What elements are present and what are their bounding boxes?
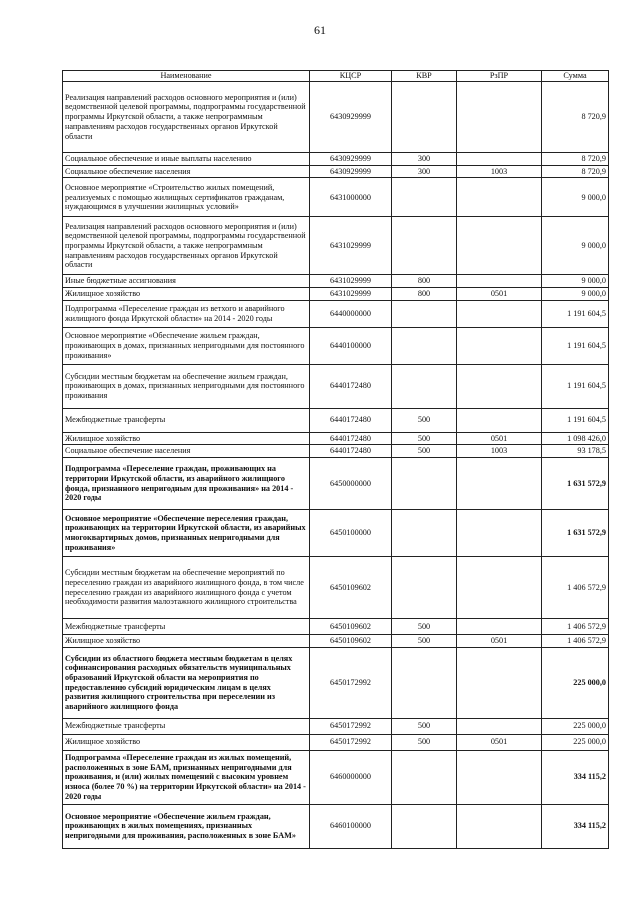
row-kvr-cell [392, 82, 457, 153]
header-kcsr: КЦСР [310, 71, 392, 82]
row-rzpr-cell [457, 750, 542, 804]
row-sum-cell: 8 720,9 [542, 82, 609, 153]
row-sum-cell: 1 191 604,5 [542, 408, 609, 432]
row-kcsr-cell: 6431029999 [310, 217, 392, 275]
row-sum-cell: 1 406 572,9 [542, 557, 609, 619]
table-row [63, 718, 609, 734]
row-name-cell: Социальное обеспечение и иные выплаты населению [63, 153, 310, 166]
row-kvr-cell [392, 750, 457, 804]
page-number: 61 [314, 23, 326, 37]
table-row [63, 734, 609, 750]
table-row [63, 408, 609, 432]
row-kcsr-cell: 6431029999 [310, 275, 392, 288]
table-row [63, 647, 609, 718]
row-name-cell: Иные бюджетные ассигнования [63, 275, 310, 288]
row-sum-cell: 9 000,0 [542, 178, 609, 217]
row-rzpr-cell [457, 217, 542, 275]
row-rzpr-cell: 1003 [457, 165, 542, 178]
row-name-cell: Жилищное хозяйство [63, 432, 310, 445]
table-row [63, 750, 609, 804]
table-row [63, 178, 609, 217]
row-name-cell: Подпрограмма «Переселение граждан, проживающих на территории Иркутской области, из аварийного жилищного фонда, признанного непригодным для проживания» на 2014 - 2020 годы [63, 458, 310, 510]
row-rzpr-cell: 1003 [457, 445, 542, 458]
row-rzpr-cell [457, 408, 542, 432]
row-sum-cell: 225 000,0 [542, 647, 609, 718]
table-row [63, 557, 609, 619]
budget-table [62, 70, 609, 849]
table-row [63, 288, 609, 301]
table-row [63, 153, 609, 166]
row-kvr-cell: 500 [392, 734, 457, 750]
table-row [63, 635, 609, 648]
row-name-cell: Подпрограмма «Переселение граждан из жилых помещений, расположенных в зоне БАМ, признанных непригодными для проживания, и (или) жилых помещений с высоким уровнем износа (более 70 %) на территории Иркутской области» на 2014 - 2020 годы [63, 750, 310, 804]
row-name-cell: Жилищное хозяйство [63, 288, 310, 301]
table-row [63, 445, 609, 458]
row-kvr-cell [392, 364, 457, 408]
row-name-cell: Субсидии местным бюджетам на обеспечение жильем граждан, проживающих в домах, признанных непригодными для постоянного проживания [63, 364, 310, 408]
row-sum-cell: 1 406 572,9 [542, 635, 609, 648]
row-sum-cell: 9 000,0 [542, 288, 609, 301]
row-rzpr-cell [457, 619, 542, 635]
row-kvr-cell: 500 [392, 432, 457, 445]
row-name-cell: Социальное обеспечение населения [63, 445, 310, 458]
row-kvr-cell: 500 [392, 619, 457, 635]
row-name-cell: Основное мероприятие «Обеспечение переселения граждан, проживающих на территории Иркутской области, из аварийных многоквартирных домов, признанных непригодными для проживания» [63, 510, 310, 557]
row-kcsr-cell: 6450172992 [310, 647, 392, 718]
row-rzpr-cell [457, 275, 542, 288]
row-rzpr-cell: 0501 [457, 635, 542, 648]
row-kvr-cell: 800 [392, 288, 457, 301]
row-kvr-cell [392, 300, 457, 327]
row-kvr-cell: 500 [392, 445, 457, 458]
row-kvr-cell [392, 217, 457, 275]
row-kcsr-cell: 6440172480 [310, 445, 392, 458]
row-rzpr-cell [457, 458, 542, 510]
row-kcsr-cell: 6431029999 [310, 288, 392, 301]
row-kcsr-cell: 6430929999 [310, 82, 392, 153]
row-kcsr-cell: 6440172480 [310, 364, 392, 408]
row-kcsr-cell: 6430929999 [310, 153, 392, 166]
row-kcsr-cell: 6450172992 [310, 718, 392, 734]
row-sum-cell: 334 115,2 [542, 804, 609, 848]
table-row [63, 327, 609, 364]
row-sum-cell: 225 000,0 [542, 718, 609, 734]
row-sum-cell: 1 191 604,5 [542, 300, 609, 327]
row-kcsr-cell: 6431000000 [310, 178, 392, 217]
header-kvr: КВР [392, 71, 457, 82]
row-name-cell: Подпрограмма «Переселение граждан из ветхого и аварийного жилищного фонда Иркутской области» на 2014 - 2020 годы [63, 300, 310, 327]
row-kcsr-cell: 6450100000 [310, 510, 392, 557]
row-kvr-cell [392, 557, 457, 619]
row-rzpr-cell [457, 804, 542, 848]
row-rzpr-cell [457, 300, 542, 327]
row-name-cell: Социальное обеспечение населения [63, 165, 310, 178]
header-rzpr: РзПР [457, 71, 542, 82]
row-kcsr-cell: 6450109602 [310, 619, 392, 635]
row-kvr-cell [392, 327, 457, 364]
row-sum-cell: 334 115,2 [542, 750, 609, 804]
row-kcsr-cell: 6460100000 [310, 804, 392, 848]
row-sum-cell: 1 191 604,5 [542, 364, 609, 408]
row-sum-cell: 8 720,9 [542, 165, 609, 178]
row-rzpr-cell [457, 647, 542, 718]
table-row [63, 275, 609, 288]
row-rzpr-cell [457, 327, 542, 364]
table-row [63, 510, 609, 557]
table-row [63, 364, 609, 408]
row-kcsr-cell: 6430929999 [310, 165, 392, 178]
row-sum-cell: 1 631 572,9 [542, 458, 609, 510]
header-sum: Сумма [542, 71, 609, 82]
row-name-cell: Межбюджетные трансферты [63, 619, 310, 635]
row-kvr-cell [392, 510, 457, 557]
header-name: Наименование [63, 71, 310, 82]
row-name-cell: Основное мероприятие «Обеспечение жильем граждан, проживающих в домах, признанных непригодными для постоянного проживания» [63, 327, 310, 364]
table-row [63, 165, 609, 178]
row-name-cell: Межбюджетные трансферты [63, 408, 310, 432]
row-name-cell: Межбюджетные трансферты [63, 718, 310, 734]
row-name-cell: Реализация направлений расходов основного мероприятия и (или) ведомственной целевой программы, подпрограммы государственной программы Иркутской области, а также непрограммным направлениям расходов государственных органов Иркутской области [63, 217, 310, 275]
row-rzpr-cell: 0501 [457, 288, 542, 301]
row-kvr-cell: 500 [392, 408, 457, 432]
row-kcsr-cell: 6440000000 [310, 300, 392, 327]
table-row [63, 300, 609, 327]
row-rzpr-cell: 0501 [457, 734, 542, 750]
row-rzpr-cell [457, 178, 542, 217]
row-kcsr-cell: 6440172480 [310, 408, 392, 432]
row-rzpr-cell [457, 557, 542, 619]
row-kvr-cell: 800 [392, 275, 457, 288]
row-rzpr-cell [457, 510, 542, 557]
row-kcsr-cell: 6450109602 [310, 635, 392, 648]
row-name-cell: Основное мероприятие «Строительство жилых помещений, реализуемых с помощью жилищных сертификатов гражданам, нуждающимся в улучшении жилищных условий» [63, 178, 310, 217]
row-kcsr-cell: 6450172992 [310, 734, 392, 750]
row-name-cell: Реализация направлений расходов основного мероприятия и (или) ведомственной целевой программы, подпрограммы государственной программы Иркутской области, а также непрограммным направлениям расходов государственных органов Иркутской области [63, 82, 310, 153]
table-row [63, 217, 609, 275]
row-sum-cell: 93 178,5 [542, 445, 609, 458]
table-row [63, 458, 609, 510]
row-kvr-cell [392, 804, 457, 848]
table-row [63, 82, 609, 153]
row-kvr-cell [392, 647, 457, 718]
table-header-row [63, 71, 609, 82]
row-sum-cell: 1 191 604,5 [542, 327, 609, 364]
row-rzpr-cell [457, 82, 542, 153]
row-sum-cell: 225 000,0 [542, 734, 609, 750]
row-rzpr-cell [457, 718, 542, 734]
row-kvr-cell: 300 [392, 153, 457, 166]
row-sum-cell: 9 000,0 [542, 275, 609, 288]
row-name-cell: Субсидии из областного бюджета местным бюджетам в целях софинансирования расходных обязательств муниципальных образований Иркутской области на мероприятия по предоставлению субсидий юридическим лицам в целях развития жилищного строительства при переселении из аварийного жилищного фонда [63, 647, 310, 718]
row-rzpr-cell [457, 364, 542, 408]
row-rzpr-cell: 0501 [457, 432, 542, 445]
row-kvr-cell: 500 [392, 718, 457, 734]
row-kcsr-cell: 6460000000 [310, 750, 392, 804]
row-name-cell: Субсидии местным бюджетам на обеспечение мероприятий по переселению граждан из аварийного жилищного фонда, в том числе переселению граждан из аварийного жилищного фонда с учетом необходимости развития малоэтажного жилищного строительства [63, 557, 310, 619]
row-kvr-cell [392, 458, 457, 510]
row-kcsr-cell: 6450109602 [310, 557, 392, 619]
row-sum-cell: 1 631 572,9 [542, 510, 609, 557]
table-row [63, 804, 609, 848]
row-kcsr-cell: 6450000000 [310, 458, 392, 510]
row-sum-cell: 1 098 426,0 [542, 432, 609, 445]
row-rzpr-cell [457, 153, 542, 166]
row-kcsr-cell: 6440100000 [310, 327, 392, 364]
row-kvr-cell [392, 178, 457, 217]
row-sum-cell: 9 000,0 [542, 217, 609, 275]
table-row [63, 619, 609, 635]
table-row [63, 432, 609, 445]
row-sum-cell: 8 720,9 [542, 153, 609, 166]
row-kvr-cell: 500 [392, 635, 457, 648]
row-kvr-cell: 300 [392, 165, 457, 178]
row-sum-cell: 1 406 572,9 [542, 619, 609, 635]
row-name-cell: Жилищное хозяйство [63, 635, 310, 648]
row-name-cell: Жилищное хозяйство [63, 734, 310, 750]
row-kcsr-cell: 6440172480 [310, 432, 392, 445]
row-name-cell: Основное мероприятие «Обеспечение жильем граждан, проживающих в жилых помещениях, признанных непригодными для проживания, расположенных в зоне БАМ» [63, 804, 310, 848]
